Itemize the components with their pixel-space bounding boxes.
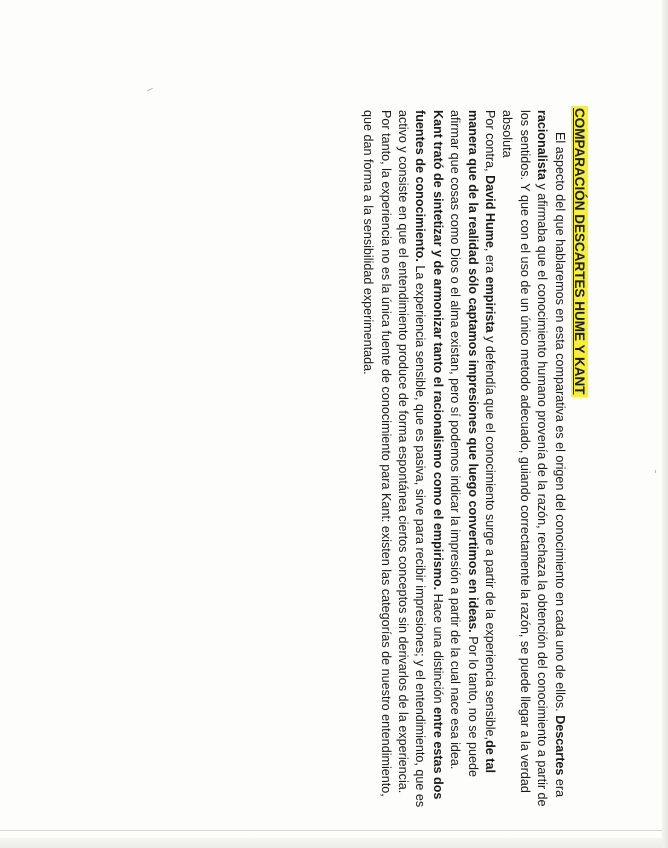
scan-speck: [655, 470, 656, 473]
p1-descartes: Descartes: [552, 715, 567, 776]
p2-text-b: , era: [482, 247, 497, 277]
rotated-text-block: [343, 110, 588, 810]
p2-hume: David Hume: [482, 175, 497, 248]
p1-text-a: El aspecto del que hablaremos en esta comparativa es el origen del conocimiento en cada uno de ellos.: [552, 132, 567, 716]
p2-text-d: Por lo tanto, no se puede afirmar que cosas como Dios o el alma existan, pero sí podemos indicar la impresión a partir de la cual nace esa idea.: [448, 110, 480, 778]
p2-text-a: Por contra,: [482, 110, 497, 176]
p1-text-b: era: [552, 775, 567, 798]
p3-bold-2: entre estas dos fuentes de conocimiento.: [413, 110, 445, 800]
p3-bold-1: trató de sintetizar y de armonizar tanto el racionalismo como el empirismo.: [430, 138, 445, 591]
p2-text-c: y defendía que el conocimiento surge a partir de la experiencia sensible,: [482, 332, 497, 741]
p2-empirista: empirista: [482, 276, 497, 333]
paragraph-hume: [446, 110, 498, 810]
p3-text-b: La experiencia sensible, que es pasiva, sirve para recibir impresiones; y el entendimiento, que es activo y consiste en que el entendimiento produce de forma espontánea ciertos conceptos sin derivarlos de la experiencia. Por tanto, la experiencia no es la única fuente de conocimiento para Kant: existen las categorías de nuestro entendimiento, que dan forma a la sensibilidad experimentada.: [361, 110, 428, 808]
p1-racionalista: racionalista: [535, 110, 550, 180]
paragraph-kant: [359, 110, 446, 810]
p1-text-c: y afirmaba que el conocimiento humano provenía de la razón, rechaza la obtención del conocimiento a partir de los sentidos. Y que con el uso de un único metodo adecuado, guiando correctamente la razón, se puede llegar a la verdad absoluta: [500, 110, 550, 807]
page-right-edge: [662, 0, 668, 848]
scan-speck: [147, 88, 153, 91]
p3-kant: Kant: [430, 110, 445, 138]
paragraph-descartes: [498, 110, 568, 810]
page-bottom-edge: [0, 838, 668, 848]
document-title: COMPARACIÓN DESCARTES HUME Y KANT: [572, 108, 587, 395]
p3-text-a: Hace una distinción: [430, 590, 445, 708]
p2-bold-1: de tal manera que de la realidad sólo captamos impresiones que luego convertimos en ideas.: [465, 110, 497, 773]
page-fold-line: [0, 830, 668, 831]
